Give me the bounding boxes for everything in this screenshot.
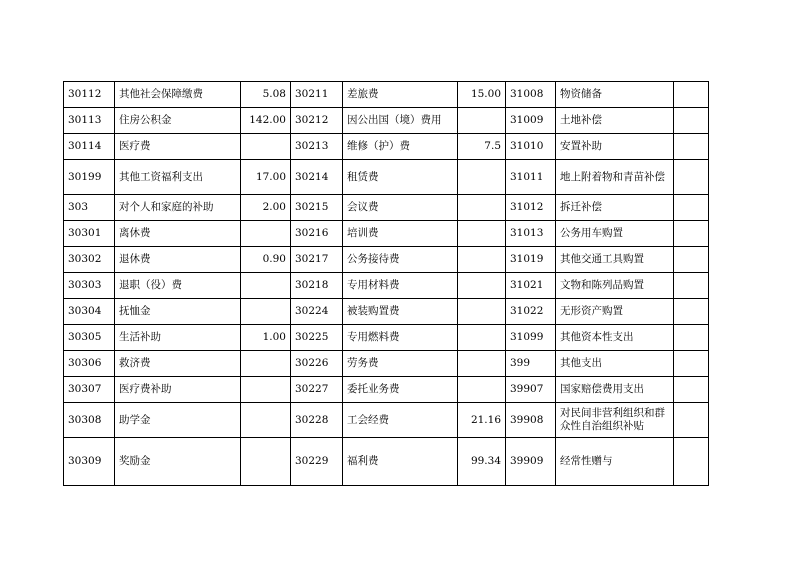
amount-col1: 5.08 <box>241 82 291 108</box>
item-name-col3: 物资储备 <box>556 82 674 108</box>
amount-col1 <box>241 403 291 438</box>
amount-col1: 2.00 <box>241 195 291 221</box>
code-col3: 31021 <box>506 273 556 299</box>
item-name-col3: 对民间非营利组织和群众性自治组织补贴 <box>556 403 674 438</box>
table-row <box>64 403 709 438</box>
amount-col2 <box>458 377 506 403</box>
amount-col2 <box>458 221 506 247</box>
item-name-col3: 安置补助 <box>556 134 674 160</box>
code-col2: 30228 <box>291 403 343 438</box>
amount-col1 <box>241 351 291 377</box>
code-col2: 30217 <box>291 247 343 273</box>
amount-col3 <box>674 299 709 325</box>
code-col1: 30199 <box>64 160 115 195</box>
code-col1: 30301 <box>64 221 115 247</box>
item-name-col2: 差旅费 <box>343 82 458 108</box>
code-col1: 30113 <box>64 108 115 134</box>
item-name-col1: 抚恤金 <box>115 299 241 325</box>
amount-col3 <box>674 403 709 438</box>
amount-col3 <box>674 82 709 108</box>
code-col2: 30214 <box>291 160 343 195</box>
item-name-col1: 奖励金 <box>115 438 241 486</box>
amount-col1 <box>241 377 291 403</box>
code-col3: 31013 <box>506 221 556 247</box>
amount-col3 <box>674 325 709 351</box>
code-col2: 30224 <box>291 299 343 325</box>
amount-col1 <box>241 438 291 486</box>
amount-col2: 99.34 <box>458 438 506 486</box>
item-name-col1: 生活补助 <box>115 325 241 351</box>
item-name-col3: 其他交通工具购置 <box>556 247 674 273</box>
amount-col3 <box>674 134 709 160</box>
item-name-col2: 福利费 <box>343 438 458 486</box>
code-col3: 31022 <box>506 299 556 325</box>
code-col1: 30309 <box>64 438 115 486</box>
code-col3: 39909 <box>506 438 556 486</box>
item-name-col3: 公务用车购置 <box>556 221 674 247</box>
table-row <box>64 82 709 108</box>
item-name-col3: 国家赔偿费用支出 <box>556 377 674 403</box>
table-row <box>64 247 709 273</box>
code-col3: 31012 <box>506 195 556 221</box>
amount-col1: 1.00 <box>241 325 291 351</box>
code-col3: 31008 <box>506 82 556 108</box>
code-col1: 30304 <box>64 299 115 325</box>
code-col1: 30305 <box>64 325 115 351</box>
expenditure-classification-table <box>63 81 709 486</box>
item-name-col2: 维修（护）费 <box>343 134 458 160</box>
code-col2: 30218 <box>291 273 343 299</box>
code-col1: 30303 <box>64 273 115 299</box>
item-name-col2: 因公出国（境）费用 <box>343 108 458 134</box>
item-name-col1: 医疗费补助 <box>115 377 241 403</box>
item-name-col3: 其他资本性支出 <box>556 325 674 351</box>
item-name-col2: 租赁费 <box>343 160 458 195</box>
table-row <box>64 438 709 486</box>
amount-col2 <box>458 160 506 195</box>
item-name-col1: 退休费 <box>115 247 241 273</box>
amount-col2 <box>458 195 506 221</box>
item-name-col3: 其他支出 <box>556 351 674 377</box>
item-name-col1: 其他工资福利支出 <box>115 160 241 195</box>
amount-col3 <box>674 195 709 221</box>
code-col1: 30308 <box>64 403 115 438</box>
amount-col1 <box>241 221 291 247</box>
code-col1: 30114 <box>64 134 115 160</box>
item-name-col2: 工会经费 <box>343 403 458 438</box>
code-col2: 30229 <box>291 438 343 486</box>
amount-col1: 17.00 <box>241 160 291 195</box>
item-name-col3: 土地补偿 <box>556 108 674 134</box>
code-col3: 31011 <box>506 160 556 195</box>
amount-col3 <box>674 160 709 195</box>
amount-col2: 21.16 <box>458 403 506 438</box>
table-row <box>64 377 709 403</box>
code-col3: 399 <box>506 351 556 377</box>
item-name-col2: 委托业务费 <box>343 377 458 403</box>
code-col3: 39908 <box>506 403 556 438</box>
item-name-col1: 对个人和家庭的补助 <box>115 195 241 221</box>
table-row <box>64 351 709 377</box>
amount-col2 <box>458 299 506 325</box>
amount-col1 <box>241 134 291 160</box>
code-col2: 30216 <box>291 221 343 247</box>
code-col3: 31099 <box>506 325 556 351</box>
code-col1: 303 <box>64 195 115 221</box>
code-col2: 30211 <box>291 82 343 108</box>
amount-col1: 142.00 <box>241 108 291 134</box>
amount-col3 <box>674 247 709 273</box>
item-name-col2: 劳务费 <box>343 351 458 377</box>
item-name-col1: 救济费 <box>115 351 241 377</box>
item-name-col1: 住房公积金 <box>115 108 241 134</box>
code-col1: 30307 <box>64 377 115 403</box>
code-col3: 31009 <box>506 108 556 134</box>
amount-col3 <box>674 377 709 403</box>
code-col2: 30226 <box>291 351 343 377</box>
item-name-col1: 医疗费 <box>115 134 241 160</box>
code-col1: 30302 <box>64 247 115 273</box>
amount-col3 <box>674 221 709 247</box>
item-name-col2: 专用燃料费 <box>343 325 458 351</box>
amount-col2: 7.5 <box>458 134 506 160</box>
amount-col2 <box>458 247 506 273</box>
amount-col1 <box>241 273 291 299</box>
item-name-col3: 拆迁补偿 <box>556 195 674 221</box>
amount-col1: 0.90 <box>241 247 291 273</box>
code-col2: 30212 <box>291 108 343 134</box>
table-row <box>64 325 709 351</box>
amount-col3 <box>674 438 709 486</box>
item-name-col2: 公务接待费 <box>343 247 458 273</box>
code-col3: 39907 <box>506 377 556 403</box>
code-col1: 30112 <box>64 82 115 108</box>
item-name-col3: 文物和陈列品购置 <box>556 273 674 299</box>
table-row <box>64 108 709 134</box>
amount-col2 <box>458 108 506 134</box>
table-row <box>64 195 709 221</box>
code-col2: 30213 <box>291 134 343 160</box>
item-name-col2: 专用材料费 <box>343 273 458 299</box>
amount-col1 <box>241 299 291 325</box>
code-col2: 30225 <box>291 325 343 351</box>
table-body <box>64 82 709 486</box>
table-row <box>64 299 709 325</box>
code-col2: 30227 <box>291 377 343 403</box>
item-name-col1: 助学金 <box>115 403 241 438</box>
amount-col3 <box>674 273 709 299</box>
item-name-col3: 经常性赠与 <box>556 438 674 486</box>
item-name-col2: 会议费 <box>343 195 458 221</box>
code-col3: 31010 <box>506 134 556 160</box>
table-row <box>64 134 709 160</box>
item-name-col2: 被装购置费 <box>343 299 458 325</box>
amount-col3 <box>674 351 709 377</box>
item-name-col1: 离休费 <box>115 221 241 247</box>
item-name-col3: 无形资产购置 <box>556 299 674 325</box>
amount-col2: 15.00 <box>458 82 506 108</box>
amount-col3 <box>674 108 709 134</box>
amount-col2 <box>458 351 506 377</box>
item-name-col3: 地上附着物和青苗补偿 <box>556 160 674 195</box>
table-row <box>64 273 709 299</box>
table-row <box>64 221 709 247</box>
amount-col2 <box>458 325 506 351</box>
item-name-col1: 退职（役）费 <box>115 273 241 299</box>
code-col3: 31019 <box>506 247 556 273</box>
amount-col2 <box>458 273 506 299</box>
code-col2: 30215 <box>291 195 343 221</box>
item-name-col1: 其他社会保障缴费 <box>115 82 241 108</box>
code-col1: 30306 <box>64 351 115 377</box>
item-name-col2: 培训费 <box>343 221 458 247</box>
table-row <box>64 160 709 195</box>
